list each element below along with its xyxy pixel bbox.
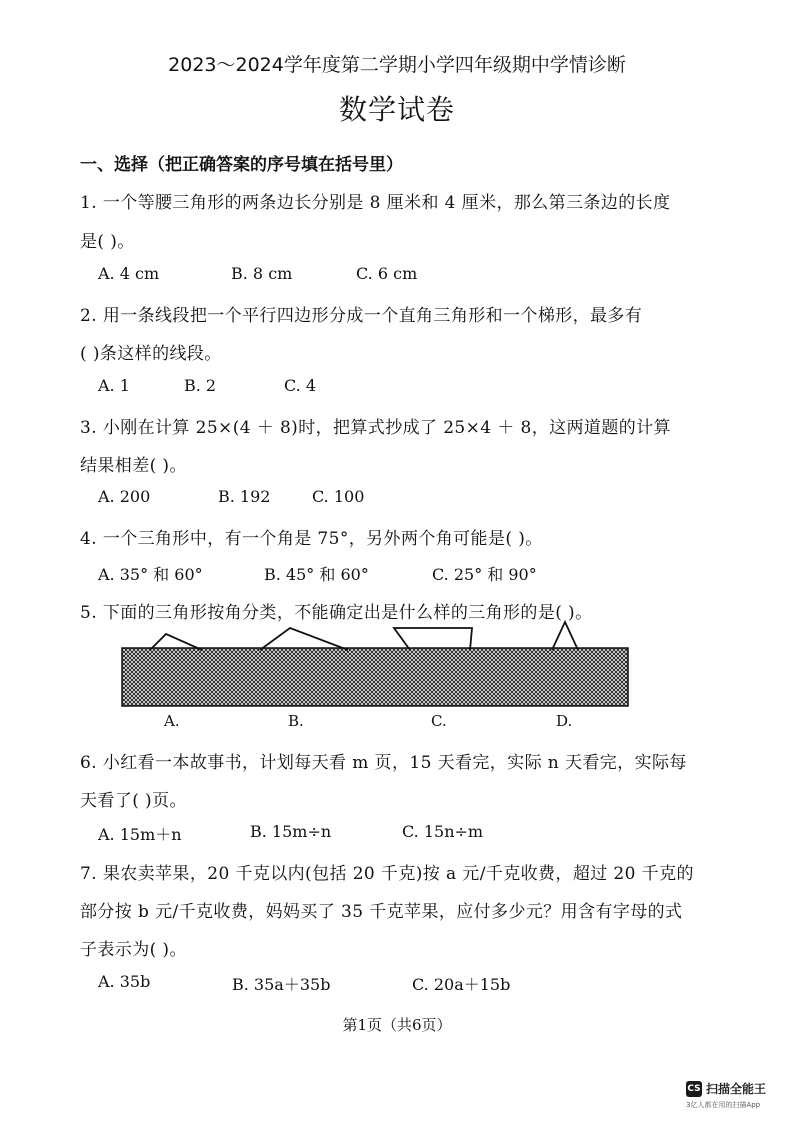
question-7-line-3: 子表示为( )。 (80, 940, 187, 960)
triangle-b-corner (260, 628, 348, 650)
option-b: B. 45° 和 60° (264, 565, 369, 584)
option-c: C. 20a＋15b (412, 975, 511, 994)
question-4-line-1: 4. 一个三角形中，有一个角是 75°，另外两个角可能是( )。 (80, 529, 543, 549)
exam-header-title: 2023～2024学年度第二学期小学四年级期中学情诊断 (168, 54, 626, 76)
figure-label-a: A. (164, 712, 180, 730)
question-1-line-1: 1. 一个等腰三角形的两条边长分别是 8 厘米和 4 厘米，那么第三条边的长度 (80, 193, 671, 213)
option-c: C. 100 (312, 487, 365, 506)
scanner-watermark (686, 1080, 766, 1097)
camscanner-logo-icon: CS (686, 1081, 702, 1097)
option-c: C. 4 (284, 376, 317, 395)
option-c: C. 15n÷m (402, 822, 484, 841)
question-3-line-2: 结果相差( )。 (80, 456, 187, 476)
option-a: A. 15m＋n (98, 825, 182, 844)
question-6-line-1: 6. 小红看一本故事书，计划每天看 m 页，15 天看完，实际 n 天看完，实际每 (80, 753, 687, 773)
option-a: A. 35° 和 60° (98, 565, 203, 584)
section-title: 一、选择（把正确答案的序号填在括号里） (80, 155, 403, 175)
question-1-line-2: 是( )。 (80, 232, 135, 252)
hatched-block (122, 648, 628, 706)
option-a: A. 35b (98, 972, 151, 991)
option-c: C. 6 cm (356, 264, 418, 283)
question-2-line-1: 2. 用一条线段把一个平行四边形分成一个直角三角形和一个梯形，最多有 (80, 306, 643, 326)
option-a: A. 200 (98, 487, 151, 506)
triangle-d-corner (552, 622, 578, 650)
option-b: B. 192 (218, 487, 271, 506)
scanner-tagline: 3亿人都在用的扫描App (686, 1101, 761, 1109)
page-number: 第1页（共6页） (342, 1016, 452, 1034)
option-a: A. 4 cm (98, 264, 160, 283)
triangle-c-corner (394, 628, 472, 650)
option-c: C. 25° 和 90° (432, 565, 537, 584)
exam-subject-title: 数学试卷 (338, 93, 455, 126)
option-a: A. 1 (98, 376, 130, 395)
question-7-line-2: 部分按 b 元/千克收费，妈妈买了 35 千克苹果，应付多少元？用含有字母的式 (80, 902, 683, 922)
option-b: B. 35a＋35b (232, 975, 331, 994)
triangle-figure (120, 620, 632, 710)
option-b: B. 2 (184, 376, 217, 395)
question-6-line-2: 天看了( )页。 (80, 791, 187, 811)
scanner-name: 扫描全能王 (706, 1082, 767, 1096)
question-5-line-1: 5. 下面的三角形按角分类，不能确定出是什么样的三角形的是( )。 (80, 603, 593, 623)
figure-label-d: D. (556, 712, 573, 730)
question-2-line-2: ( )条这样的线段。 (80, 344, 222, 364)
figure-label-c: C. (431, 712, 447, 730)
option-b: B. 15m÷n (250, 822, 332, 841)
question-7-line-1: 7. 果农卖苹果，20 千克以内(包括 20 千克)按 a 元/千克收费，超过 20 千克的 (80, 864, 694, 884)
option-b: B. 8 cm (231, 264, 293, 283)
question-3-line-1: 3. 小刚在计算 25×(4 ＋ 8)时，把算式抄成了 25×4 ＋ 8，这两道题的计算 (80, 418, 671, 438)
figure-label-b: B. (288, 712, 304, 730)
